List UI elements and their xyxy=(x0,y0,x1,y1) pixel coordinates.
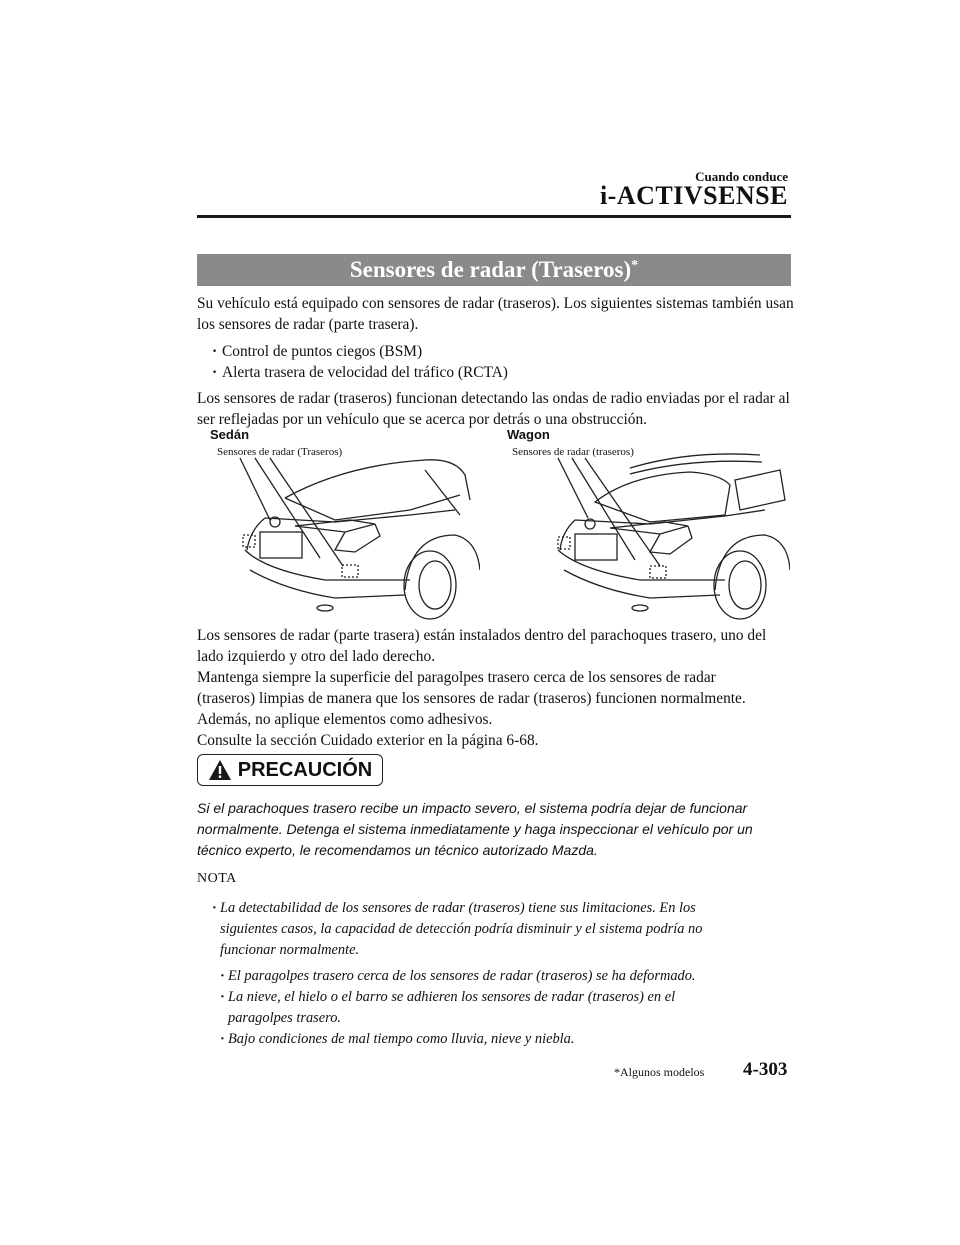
bullet-dot: · xyxy=(212,343,218,360)
note-label: NOTA xyxy=(197,871,237,886)
note-main-item xyxy=(212,898,696,919)
note-sub-line: La nieve, el hielo o el barro se adhieren los sensores de radar (traseros) en el xyxy=(228,989,676,1005)
caution-label: PRECAUCIÓN xyxy=(237,758,373,781)
wagon-sensor-callout: Sensores de radar (traseros) xyxy=(512,446,634,458)
bullet-dot: · xyxy=(212,364,218,381)
note-main-line: La detectabilidad de los sensores de radar (traseros) tiene sus limitaciones. En los xyxy=(220,900,696,916)
note-main-line: siguientes casos, la capacidad de detección podría disminuir y el sistema podría no xyxy=(220,921,703,937)
section-header: Cuando conduce xyxy=(695,169,788,184)
caution-line: técnico experto, le recomendamos un técnico autorizado Mazda. xyxy=(197,842,598,858)
install-line: Mantenga siempre la superficie del paragolpes trasero cerca de los sensores de radar xyxy=(197,669,716,686)
note-sub-item xyxy=(220,966,696,987)
section-title-text: Sensores de radar (Traseros) xyxy=(349,257,632,282)
note-sub-item xyxy=(220,987,675,1008)
wagon-rear-illustration xyxy=(540,440,790,620)
bullet-dot: · xyxy=(212,900,217,916)
note-sub-line: El paragolpes trasero cerca de los sensores de radar (traseros) se ha deformado. xyxy=(228,968,696,984)
system-item xyxy=(212,362,508,383)
footnote-some-models: *Algunos modelos xyxy=(614,1065,705,1079)
note-sub-line: Bajo condiciones de mal tiempo como lluvia, nieve y niebla. xyxy=(228,1031,575,1047)
install-line: Los sensores de radar (parte trasera) están instalados dentro del parachoques trasero, uno del xyxy=(197,627,767,644)
header-rule xyxy=(197,215,791,218)
detection-paragraph: Los sensores de radar (traseros) funcionan detectando las ondas de radio enviadas por el radar al ser reflejadas por un vehículo que se acerca por detrás o una obstrucción. xyxy=(197,390,790,428)
caution-box xyxy=(197,754,383,786)
caution-text xyxy=(197,798,797,861)
wagon-figure-label: Wagon xyxy=(507,427,550,442)
install-line: Además, no aplique elementos como adhesivos. xyxy=(197,711,493,728)
note-sub-item xyxy=(220,1029,574,1050)
page-number: 4-303 xyxy=(743,1059,788,1080)
bullet-dot: · xyxy=(220,968,225,984)
sedan-sensor-callout: Sensores de radar (Traseros) xyxy=(217,446,343,458)
note-main-line: funcionar normalmente. xyxy=(220,942,360,958)
system-item-text: Alerta trasera de velocidad del tráfico (RCTA) xyxy=(222,364,508,381)
sedan-figure-label: Sedán xyxy=(210,427,250,442)
caution-line: normalmente. Detenga el sistema inmediatamente y haga inspeccionar el vehículo por un xyxy=(197,821,753,837)
section-title xyxy=(197,254,791,286)
chapter-header: i-ACTIVSENSE xyxy=(599,181,788,210)
bullet-dot: · xyxy=(220,989,225,1005)
intro-paragraph: Su vehículo está equipado con sensores de radar (traseros). Los siguientes sistemas también usan los sensores de radar (parte trasera). xyxy=(197,295,794,333)
some-models-marker: * xyxy=(631,258,639,273)
warning-triangle-icon xyxy=(208,759,232,781)
system-item xyxy=(212,341,422,362)
install-line: lado izquierdo y otro del lado derecho. xyxy=(197,648,436,665)
sedan-rear-illustration xyxy=(225,440,480,620)
system-item-text: Control de puntos ciegos (BSM) xyxy=(222,343,423,360)
note-sub-line: paragolpes trasero. xyxy=(228,1010,341,1026)
bullet-dot: · xyxy=(220,1031,225,1047)
install-line: Consulte la sección Cuidado exterior en la página 6-68. xyxy=(197,732,539,749)
install-line: (traseros) limpias de manera que los sensores de radar (traseros) funcionen normalmente. xyxy=(197,690,746,707)
caution-line: Si el parachoques trasero recibe un impacto severo, el sistema podría dejar de funcionar xyxy=(197,800,748,816)
